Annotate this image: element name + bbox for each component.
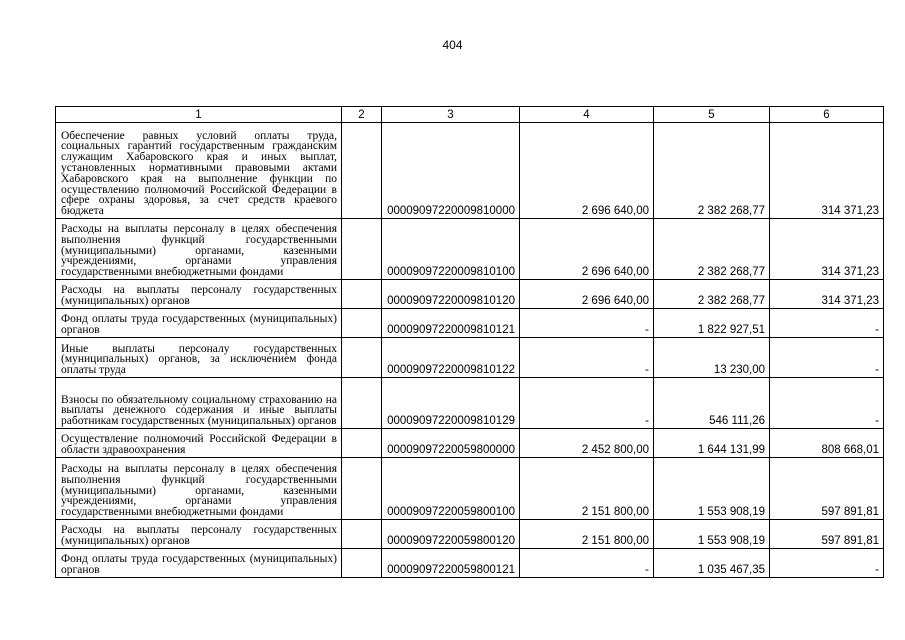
row-value-6: 314 371,23	[770, 123, 884, 219]
row-value-5: 2 382 268,77	[654, 219, 770, 280]
row-description: Расходы на выплаты персоналу государственных (муниципальных) органов	[56, 280, 342, 309]
row-value-5: 2 382 268,77	[654, 123, 770, 219]
row-col2	[342, 520, 382, 549]
row-code: 00009097220009810120	[382, 280, 520, 309]
row-col2	[342, 280, 382, 309]
row-value-5: 1 553 908,19	[654, 520, 770, 549]
column-header-4: 4	[520, 107, 654, 123]
column-header-1: 1	[56, 107, 342, 123]
row-code: 00009097220009810121	[382, 309, 520, 338]
table-row	[56, 219, 884, 280]
row-code: 00009097220059800000	[382, 429, 520, 458]
header-row	[56, 107, 884, 123]
row-value-4: 2 151 800,00	[520, 520, 654, 549]
row-code: 00009097220009810000	[382, 123, 520, 219]
column-header-6: 6	[770, 107, 884, 123]
row-description: Обеспечение равных условий оплаты труда, социальных гарантий государственным гражданским служащим Хабаровского края и иных выплат, установленных нормативными правовыми актами Хабаровского края на выполнение функции по осуществлению полномочий Российской Федерации в сфере охраны здоровья, за счет средств краевого бюджета	[56, 123, 342, 219]
table-row	[56, 309, 884, 338]
row-code: 00009097220059800100	[382, 458, 520, 520]
row-col2	[342, 429, 382, 458]
budget-table	[55, 106, 884, 578]
row-value-6: -	[770, 338, 884, 378]
row-col2	[342, 219, 382, 280]
table-row	[56, 338, 884, 378]
row-value-6: -	[770, 309, 884, 338]
table-row	[56, 429, 884, 458]
row-description: Расходы на выплаты персоналу государственных (муниципальных) органов	[56, 520, 342, 549]
row-value-4: 2 151 800,00	[520, 458, 654, 520]
row-value-6: 597 891,81	[770, 458, 884, 520]
row-value-6: 314 371,23	[770, 219, 884, 280]
row-value-5: 546 111,26	[654, 378, 770, 429]
row-value-4: 2 452 800,00	[520, 429, 654, 458]
table-row	[56, 549, 884, 578]
row-value-5: 2 382 268,77	[654, 280, 770, 309]
row-value-4: -	[520, 338, 654, 378]
row-code: 00009097220009810100	[382, 219, 520, 280]
row-code: 00009097220059800121	[382, 549, 520, 578]
row-value-4: -	[520, 309, 654, 338]
row-col2	[342, 378, 382, 429]
row-description: Осуществление полномочий Российской Федерации в области здравоохранения	[56, 429, 342, 458]
row-col2	[342, 123, 382, 219]
row-value-6: -	[770, 549, 884, 578]
table-row	[56, 458, 884, 520]
row-description: Фонд оплаты труда государственных (муниципальных) органов	[56, 549, 342, 578]
column-header-2: 2	[342, 107, 382, 123]
row-col2	[342, 338, 382, 378]
row-value-5: 1 822 927,51	[654, 309, 770, 338]
row-description: Расходы на выплаты персоналу в целях обеспечения выполнения функций государственными (муниципальными) органами, казенными учреждениями, органами управления государственными внебюджетными фондами	[56, 458, 342, 520]
row-code: 00009097220009810122	[382, 338, 520, 378]
column-header-5: 5	[654, 107, 770, 123]
row-value-4: -	[520, 378, 654, 429]
row-description: Взносы по обязательному социальному страхованию на выплаты денежного содержания и иные выплаты работникам государственных (муниципальных) органов	[56, 378, 342, 429]
page-number: 404	[442, 38, 463, 52]
row-col2	[342, 309, 382, 338]
row-value-4: 2 696 640,00	[520, 219, 654, 280]
row-col2	[342, 549, 382, 578]
row-description: Иные выплаты персоналу государственных (муниципальных) органов, за исключением фонда оплаты труда	[56, 338, 342, 378]
table-row	[56, 123, 884, 219]
row-value-5: 1 553 908,19	[654, 458, 770, 520]
table-row	[56, 520, 884, 549]
row-value-5: 13 230,00	[654, 338, 770, 378]
row-description: Фонд оплаты труда государственных (муниципальных) органов	[56, 309, 342, 338]
row-value-6: 314 371,23	[770, 280, 884, 309]
row-value-6: 597 891,81	[770, 520, 884, 549]
row-col2	[342, 458, 382, 520]
row-value-5: 1 644 131,99	[654, 429, 770, 458]
table-row	[56, 378, 884, 429]
column-header-3: 3	[382, 107, 520, 123]
row-value-6: -	[770, 378, 884, 429]
row-value-4: 2 696 640,00	[520, 280, 654, 309]
row-value-5: 1 035 467,35	[654, 549, 770, 578]
row-description: Расходы на выплаты персоналу в целях обеспечения выполнения функций государственными (муниципальными) органами, казенными учреждениями, органами управления государственными внебюджетными фондами	[56, 219, 342, 280]
table-row	[56, 280, 884, 309]
row-value-4: -	[520, 549, 654, 578]
row-value-6: 808 668,01	[770, 429, 884, 458]
row-code: 00009097220009810129	[382, 378, 520, 429]
row-code: 00009097220059800120	[382, 520, 520, 549]
row-value-4: 2 696 640,00	[520, 123, 654, 219]
